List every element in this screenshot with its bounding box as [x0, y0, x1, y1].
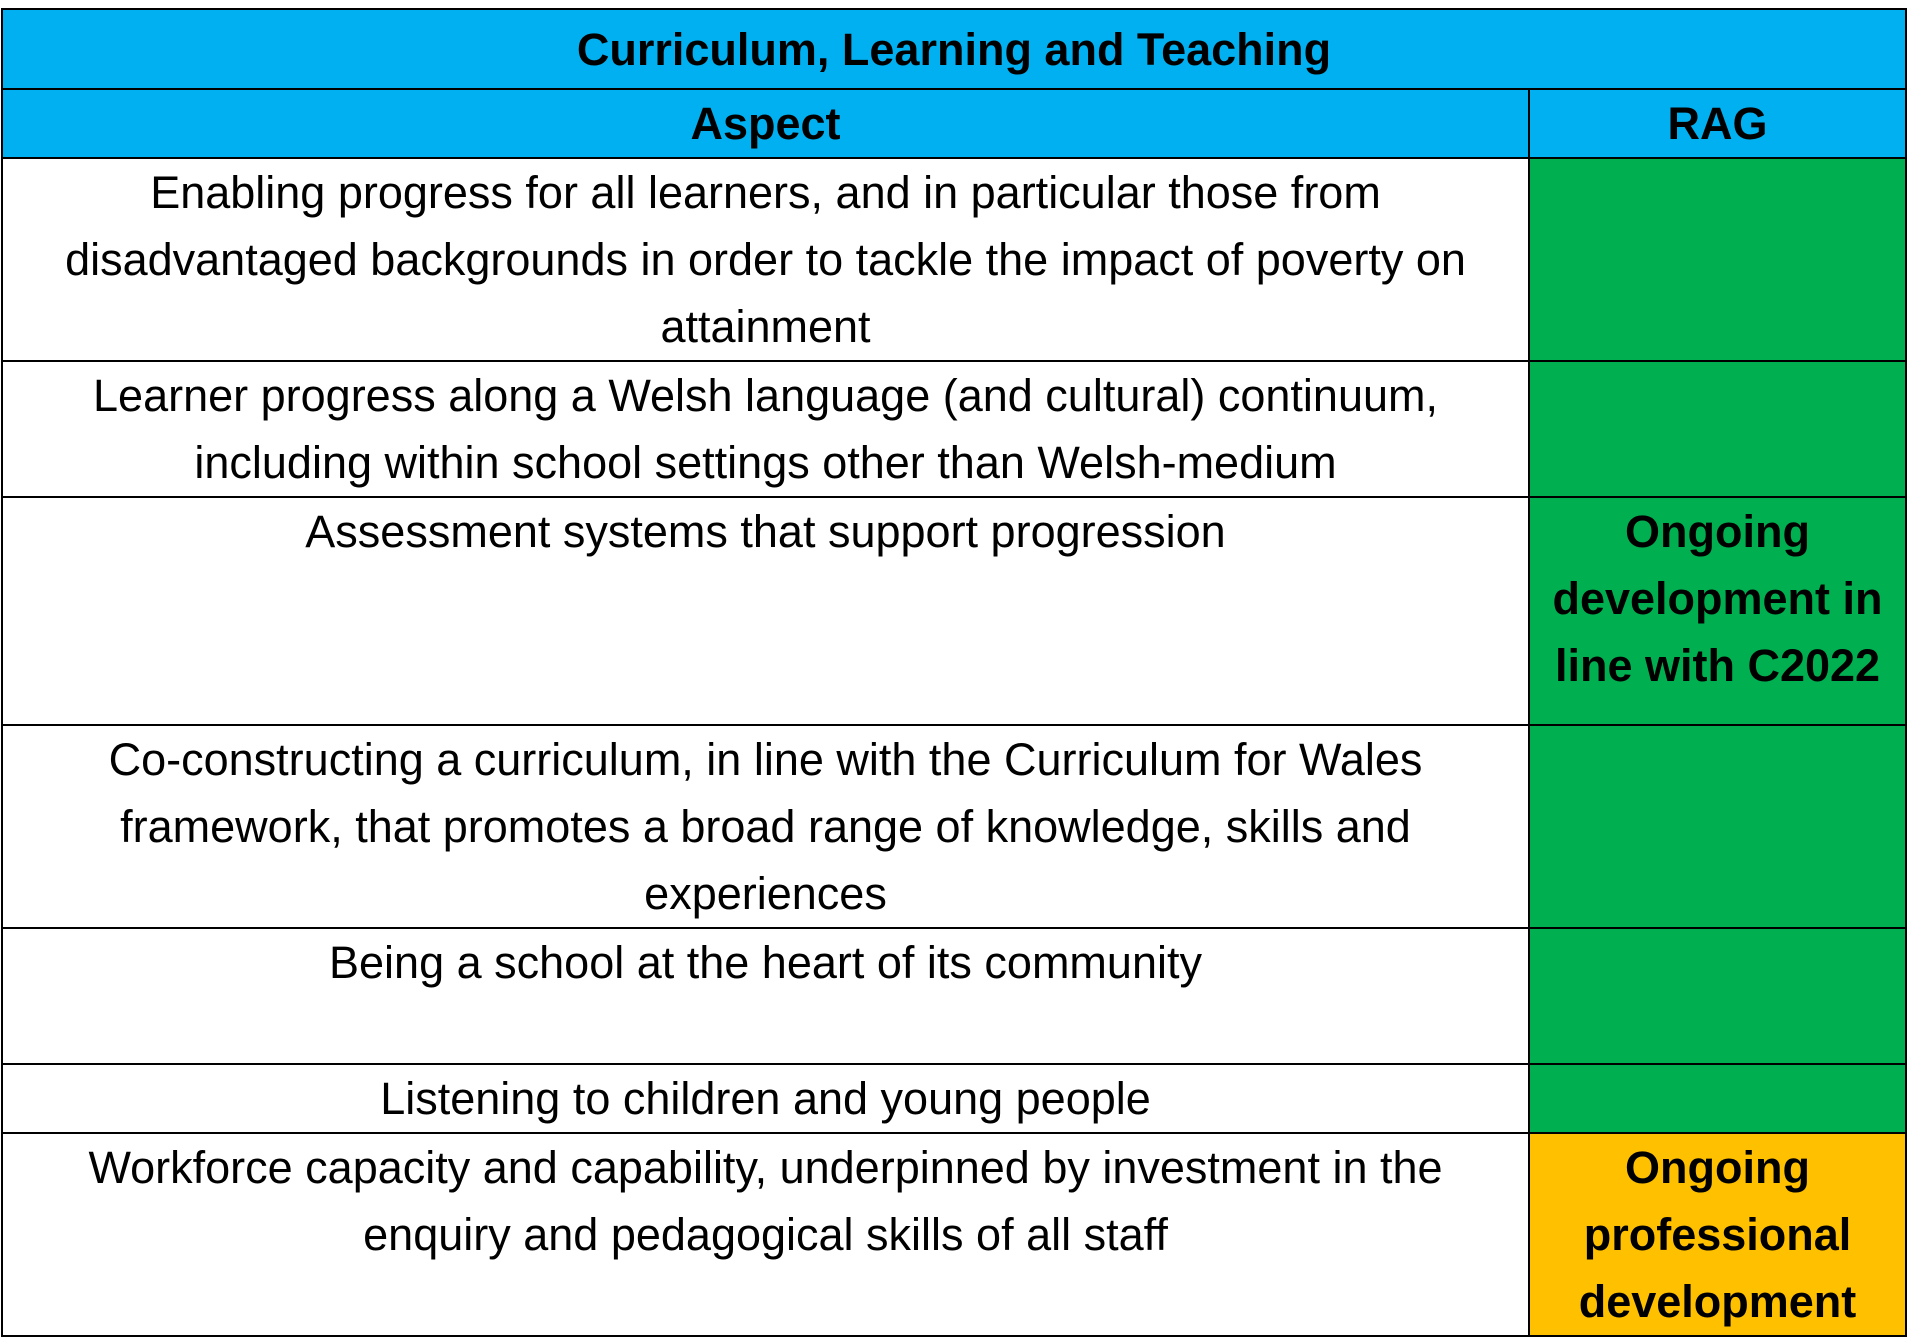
table-row — [2, 1133, 1906, 1336]
rag-column-header: RAG — [1529, 89, 1906, 158]
aspect-cell: Learner progress along a Welsh language (and cultural) continuum, including within school settings other than Welsh-medium — [2, 361, 1529, 497]
table-row — [2, 725, 1906, 928]
aspect-cell: Listening to children and young people — [2, 1064, 1529, 1133]
rag-status-cell: Ongoing professional development — [1529, 1133, 1906, 1336]
rag-status-cell — [1529, 1064, 1906, 1133]
aspect-column-header: Aspect — [2, 89, 1529, 158]
aspect-cell: Being a school at the heart of its community — [2, 928, 1529, 1064]
rag-status-cell — [1529, 725, 1906, 928]
aspect-cell: Assessment systems that support progression — [2, 497, 1529, 725]
table-row — [2, 928, 1906, 1064]
table-row — [2, 1064, 1906, 1133]
table-title: Curriculum, Learning and Teaching — [2, 9, 1906, 89]
aspect-cell: Enabling progress for all learners, and in particular those from disadvantaged backgrounds in order to tackle the impact of poverty on attainment — [2, 158, 1529, 361]
rag-status-cell — [1529, 158, 1906, 361]
aspect-cell: Workforce capacity and capability, underpinned by investment in the enquiry and pedagogical skills of all staff — [2, 1133, 1529, 1336]
rag-status-cell: Ongoing development in line with C2022 — [1529, 497, 1906, 725]
table-title-row — [2, 9, 1906, 89]
aspect-cell: Co-constructing a curriculum, in line with the Curriculum for Wales framework, that promotes a broad range of knowledge, skills and experiences — [2, 725, 1529, 928]
rag-status-cell — [1529, 361, 1906, 497]
table-row — [2, 361, 1906, 497]
table-header-row — [2, 89, 1906, 158]
table-row — [2, 497, 1906, 725]
table-row — [2, 158, 1906, 361]
rag-status-cell — [1529, 928, 1906, 1064]
curriculum-rag-table — [1, 8, 1907, 1337]
